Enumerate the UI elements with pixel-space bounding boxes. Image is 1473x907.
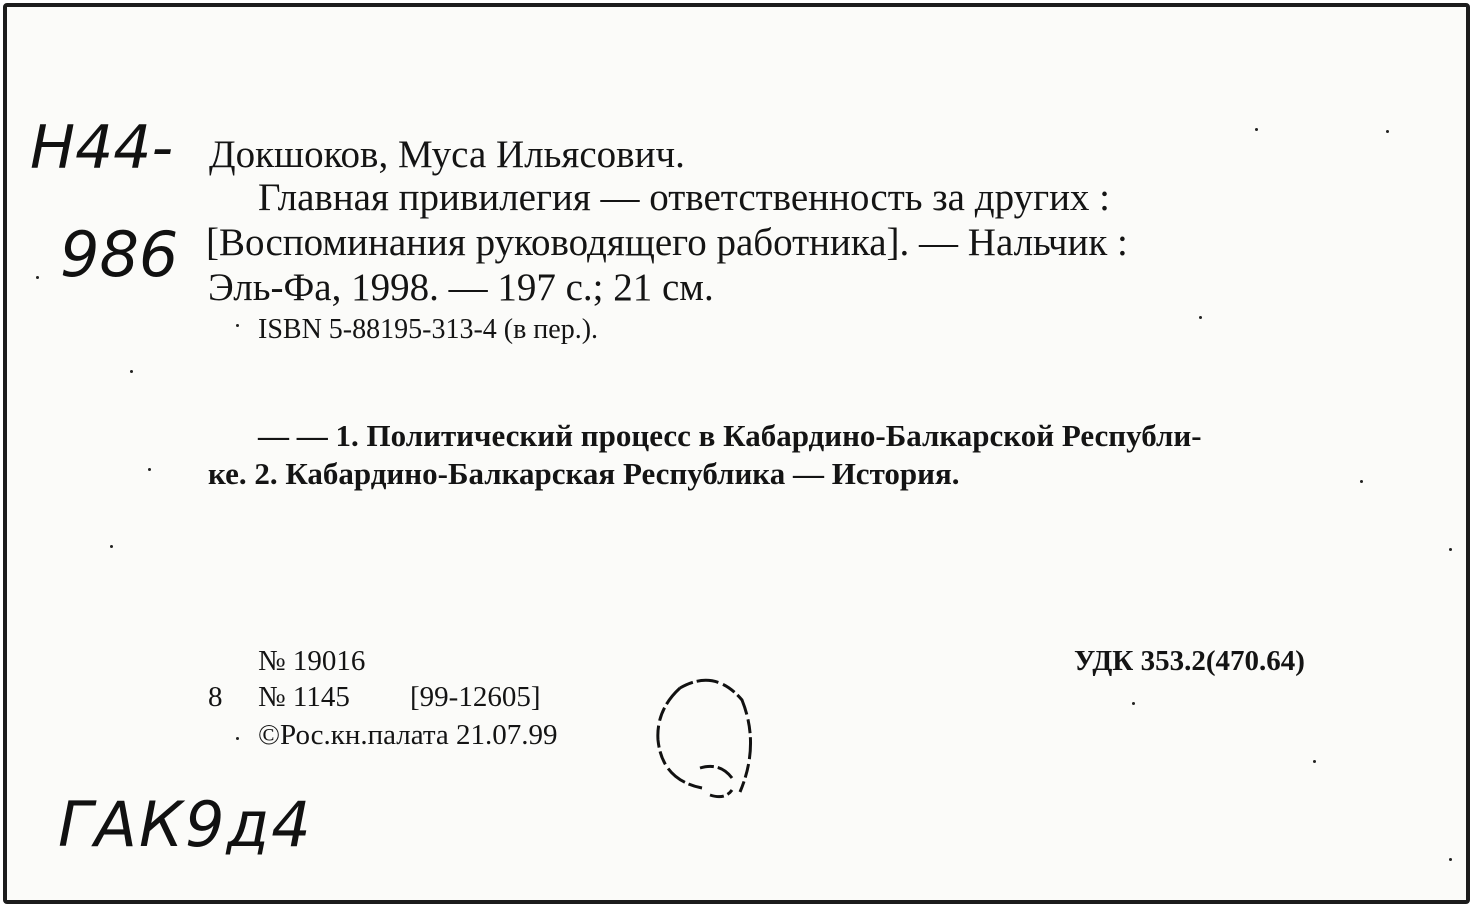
speck xyxy=(1199,316,1202,319)
speck xyxy=(236,737,239,740)
speck xyxy=(1386,130,1389,133)
shelfmark-line2: 986 xyxy=(60,218,179,291)
record-number-2: № 1145 xyxy=(258,681,350,713)
udk-code: УДК 353.2(470.64) xyxy=(1074,645,1305,677)
handwritten-note: ГАК9д4 xyxy=(58,788,313,861)
title-line-1: Главная привилегия — ответственность за других : xyxy=(258,176,1111,219)
record-number: № 19016 xyxy=(258,645,366,677)
book-chamber-stamp: ©Рос.кн.палата 21.07.99 xyxy=(258,719,558,751)
speck xyxy=(130,370,133,373)
speck xyxy=(1449,548,1452,551)
speck xyxy=(148,468,151,471)
author-heading: Докшоков, Муса Ильясович. xyxy=(209,133,685,176)
bracket-code: [99-12605] xyxy=(410,681,541,713)
speck xyxy=(1255,128,1258,131)
speck xyxy=(1313,760,1316,763)
speck xyxy=(1132,702,1135,705)
speck xyxy=(1449,858,1452,861)
shelfmark-line1: Н44- xyxy=(30,113,174,183)
isbn-line: ISBN 5-88195-313-4 (в пер.). xyxy=(258,314,599,345)
speck xyxy=(110,545,113,548)
copies-count: 8 xyxy=(208,681,223,713)
speck xyxy=(236,324,239,327)
subjects-line-1: — — 1. Политический процесс в Кабардино-Балкарской Республи- xyxy=(258,418,1202,453)
imprint-line: Эль-Фа, 1998. — 197 с.; 21 см. xyxy=(208,266,714,309)
subjects-line-2: ке. 2. Кабардино-Балкарская Республика — История. xyxy=(208,456,960,491)
circle-stamp-icon xyxy=(640,670,780,820)
title-line-2: [Воспоминания руководящего работника]. — Нальчик : xyxy=(206,221,1128,264)
speck xyxy=(1360,480,1363,483)
speck xyxy=(36,276,39,279)
